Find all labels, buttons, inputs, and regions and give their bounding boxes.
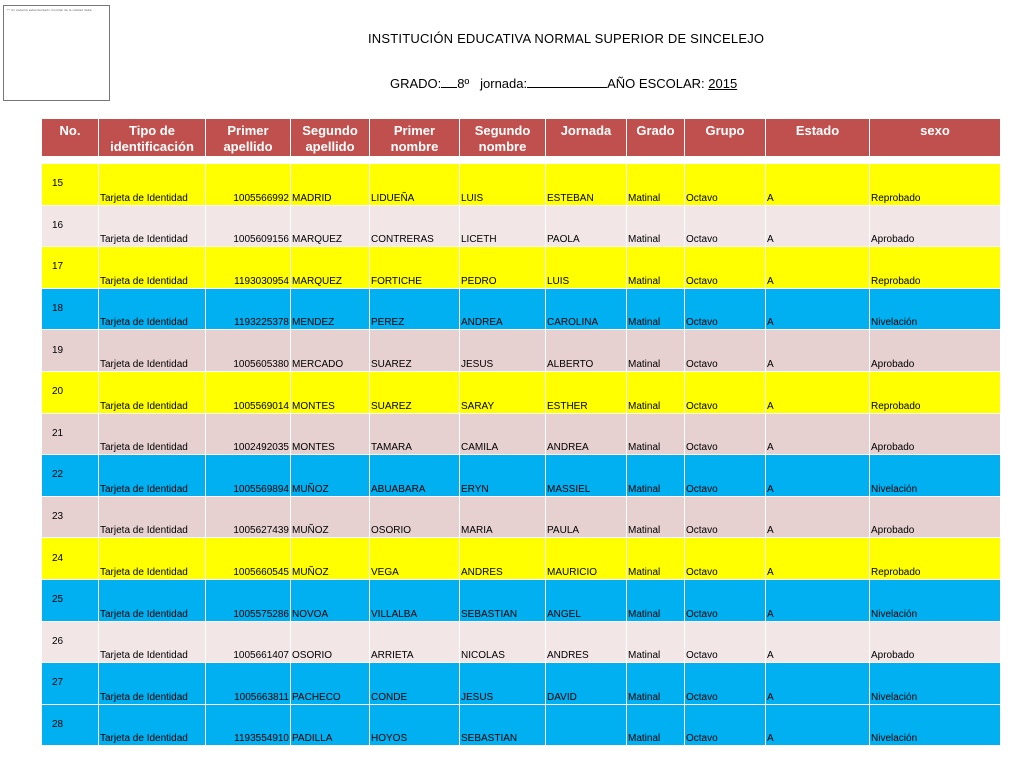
- cell-segundo-nombre: MAURICIO: [546, 538, 627, 580]
- cell-no: 24: [42, 538, 99, 580]
- cell-id-number: 1193225378: [206, 288, 291, 330]
- cell-jornada: Matinal: [627, 164, 685, 206]
- col-header-primer-nombre: Primer nombre: [370, 119, 460, 157]
- cell-primer-nombre: ANDRES: [460, 538, 546, 580]
- cell-tipo: Tarjeta de Identidad: [99, 455, 206, 497]
- table-row: [42, 579, 1001, 621]
- cell-primer-nombre: SARAY: [460, 371, 546, 413]
- cell-segundo-apellido: VEGA: [370, 538, 460, 580]
- cell-grado: Octavo: [685, 247, 766, 289]
- cell-primer-apellido: OSORIO: [291, 621, 370, 663]
- table-row: [42, 330, 1001, 372]
- table-row: [42, 205, 1001, 247]
- cell-no: 15: [42, 164, 99, 206]
- cell-id-number: 1193030954: [206, 247, 291, 289]
- cell-tipo: Tarjeta de Identidad: [99, 413, 206, 455]
- col-header-tipo: Tipo de identificación: [99, 119, 206, 157]
- cell-grado: Octavo: [685, 496, 766, 538]
- cell-jornada: Matinal: [627, 704, 685, 746]
- table-row: [42, 247, 1001, 289]
- cell-segundo-apellido: HOYOS: [370, 704, 460, 746]
- cell-primer-apellido: MUÑOZ: [291, 538, 370, 580]
- cell-jornada: Matinal: [627, 621, 685, 663]
- cell-segundo-nombre: MASSIEL: [546, 455, 627, 497]
- cell-jornada: Matinal: [627, 455, 685, 497]
- logo-placeholder: [3, 5, 110, 101]
- table-row: [42, 455, 1001, 497]
- cell-segundo-nombre: ANDREA: [546, 413, 627, 455]
- cell-primer-apellido: MONTES: [291, 371, 370, 413]
- cell-primer-apellido: MARQUEZ: [291, 247, 370, 289]
- cell-segundo-apellido: SUAREZ: [370, 371, 460, 413]
- cell-primer-nombre: JESUS: [460, 330, 546, 372]
- cell-grado: Octavo: [685, 538, 766, 580]
- cell-primer-apellido: MONTES: [291, 413, 370, 455]
- cell-primer-nombre: NICOLAS: [460, 621, 546, 663]
- cell-tipo: Tarjeta de Identidad: [99, 205, 206, 247]
- cell-no: 16: [42, 205, 99, 247]
- cell-primer-nombre: ANDREA: [460, 288, 546, 330]
- col-header-segundo-nombre: Segundo nombre: [460, 119, 546, 157]
- cell-no: 20: [42, 371, 99, 413]
- cell-primer-apellido: MUÑOZ: [291, 496, 370, 538]
- cell-segundo-apellido: ABUABARA: [370, 455, 460, 497]
- table-row: [42, 164, 1001, 206]
- cell-estado: Aprobado: [870, 330, 1001, 372]
- cell-jornada: Matinal: [627, 496, 685, 538]
- cell-grado: Octavo: [685, 621, 766, 663]
- cell-primer-apellido: MERCADO: [291, 330, 370, 372]
- cell-primer-nombre: SEBASTIAN: [460, 704, 546, 746]
- cell-grado: Octavo: [685, 288, 766, 330]
- cell-id-number: 1005609156: [206, 205, 291, 247]
- cell-estado: Aprobado: [870, 621, 1001, 663]
- cell-tipo: Tarjeta de Identidad: [99, 247, 206, 289]
- table-row: [42, 413, 1001, 455]
- cell-id-number: 1193554910: [206, 704, 291, 746]
- jornada-blank: [527, 75, 607, 88]
- col-header-grupo: Grupo: [685, 119, 766, 157]
- cell-id-number: 1005569014: [206, 371, 291, 413]
- cell-segundo-nombre: ALBERTO: [546, 330, 627, 372]
- cell-tipo: Tarjeta de Identidad: [99, 496, 206, 538]
- cell-no: 28: [42, 704, 99, 746]
- cell-estado: Aprobado: [870, 205, 1001, 247]
- cell-segundo-nombre: ESTHER: [546, 371, 627, 413]
- cell-primer-nombre: LUIS: [460, 164, 546, 206]
- anio-label: AÑO ESCOLAR:: [607, 76, 705, 91]
- cell-primer-nombre: JESUS: [460, 663, 546, 705]
- col-header-grado: Grado: [627, 119, 685, 157]
- cell-id-number: 1005627439: [206, 496, 291, 538]
- col-header-primer-apellido: Primer apellido: [206, 119, 291, 157]
- table-row: [42, 371, 1001, 413]
- cell-grupo: A: [766, 413, 870, 455]
- cell-grado: Octavo: [685, 663, 766, 705]
- cell-grupo: A: [766, 205, 870, 247]
- cell-estado: Nivelación: [870, 663, 1001, 705]
- cell-jornada: Matinal: [627, 663, 685, 705]
- cell-estado: Aprobado: [870, 496, 1001, 538]
- cell-segundo-nombre: CAROLINA: [546, 288, 627, 330]
- cell-grupo: A: [766, 621, 870, 663]
- cell-segundo-apellido: PEREZ: [370, 288, 460, 330]
- cell-no: 18: [42, 288, 99, 330]
- cell-segundo-apellido: TAMARA: [370, 413, 460, 455]
- cell-grado: Octavo: [685, 579, 766, 621]
- cell-segundo-apellido: LIDUEÑA: [370, 164, 460, 206]
- cell-segundo-apellido: FORTICHE: [370, 247, 460, 289]
- cell-segundo-apellido: ARRIETA: [370, 621, 460, 663]
- cell-no: 22: [42, 455, 99, 497]
- cell-id-number: 1005605380: [206, 330, 291, 372]
- table-row: [42, 538, 1001, 580]
- cell-grupo: A: [766, 247, 870, 289]
- cell-id-number: 1002492035: [206, 413, 291, 455]
- cell-grado: Octavo: [685, 164, 766, 206]
- jornada-label: jornada:: [480, 76, 528, 91]
- cell-tipo: Tarjeta de Identidad: [99, 704, 206, 746]
- cell-grupo: A: [766, 496, 870, 538]
- cell-estado: Nivelación: [870, 455, 1001, 497]
- grade-info-line: [390, 75, 737, 91]
- grado-value: 8º: [457, 76, 470, 91]
- cell-primer-nombre: ERYN: [460, 455, 546, 497]
- col-header-no: No.: [42, 119, 99, 157]
- cell-grado: Octavo: [685, 413, 766, 455]
- cell-grado: Octavo: [685, 371, 766, 413]
- cell-primer-apellido: MENDEZ: [291, 288, 370, 330]
- cell-no: 27: [42, 663, 99, 705]
- cell-primer-apellido: PADILLA: [291, 704, 370, 746]
- cell-id-number: 1005569894: [206, 455, 291, 497]
- cell-estado: Reprobado: [870, 164, 1001, 206]
- cell-primer-apellido: PACHECO: [291, 663, 370, 705]
- cell-no: 23: [42, 496, 99, 538]
- student-roster-table: [41, 118, 1001, 746]
- table-row: [42, 496, 1001, 538]
- cell-grado: Octavo: [685, 704, 766, 746]
- cell-no: 21: [42, 413, 99, 455]
- cell-jornada: Matinal: [627, 579, 685, 621]
- grado-label: GRADO:: [390, 76, 442, 91]
- cell-tipo: Tarjeta de Identidad: [99, 164, 206, 206]
- col-header-sexo: sexo: [870, 119, 1001, 157]
- cell-jornada: Matinal: [627, 247, 685, 289]
- cell-segundo-nombre: PAOLA: [546, 205, 627, 247]
- cell-segundo-nombre: ANDRES: [546, 621, 627, 663]
- cell-tipo: Tarjeta de Identidad: [99, 538, 206, 580]
- cell-estado: Aprobado: [870, 413, 1001, 455]
- cell-no: 25: [42, 579, 99, 621]
- cell-segundo-apellido: CONTRERAS: [370, 205, 460, 247]
- cell-tipo: Tarjeta de Identidad: [99, 663, 206, 705]
- cell-grupo: A: [766, 371, 870, 413]
- cell-estado: Nivelación: [870, 704, 1001, 746]
- table-header-row: [42, 119, 1001, 157]
- cell-estado: Nivelación: [870, 579, 1001, 621]
- cell-grupo: A: [766, 164, 870, 206]
- cell-grupo: A: [766, 538, 870, 580]
- cell-estado: Reprobado: [870, 247, 1001, 289]
- table-row: [42, 663, 1001, 705]
- cell-segundo-apellido: VILLALBA: [370, 579, 460, 621]
- col-header-jornada: Jornada: [546, 119, 627, 157]
- cell-segundo-nombre: PAULA: [546, 496, 627, 538]
- cell-segundo-nombre: [546, 704, 627, 746]
- header-spacer: [42, 157, 1001, 164]
- cell-jornada: Matinal: [627, 330, 685, 372]
- cell-tipo: Tarjeta de Identidad: [99, 621, 206, 663]
- cell-estado: Reprobado: [870, 538, 1001, 580]
- cell-segundo-apellido: OSORIO: [370, 496, 460, 538]
- table-row: [42, 288, 1001, 330]
- cell-segundo-apellido: SUAREZ: [370, 330, 460, 372]
- cell-id-number: 1005660545: [206, 538, 291, 580]
- cell-grupo: A: [766, 704, 870, 746]
- cell-tipo: Tarjeta de Identidad: [99, 579, 206, 621]
- cell-grupo: A: [766, 663, 870, 705]
- cell-primer-nombre: SEBASTIAN: [460, 579, 546, 621]
- cell-no: 19: [42, 330, 99, 372]
- table-row: [42, 621, 1001, 663]
- cell-primer-apellido: MARQUEZ: [291, 205, 370, 247]
- cell-jornada: Matinal: [627, 413, 685, 455]
- cell-segundo-apellido: CONDE: [370, 663, 460, 705]
- cell-segundo-nombre: DAVID: [546, 663, 627, 705]
- logo-caption: ** Un sistema estandarizado mundial de la calidad debe: [7, 8, 92, 12]
- cell-grado: Octavo: [685, 205, 766, 247]
- cell-primer-apellido: MUÑOZ: [291, 455, 370, 497]
- cell-grupo: A: [766, 288, 870, 330]
- cell-segundo-nombre: LUIS: [546, 247, 627, 289]
- col-header-estado: Estado: [766, 119, 870, 157]
- cell-id-number: 1005661407: [206, 621, 291, 663]
- table-body: [42, 164, 1001, 746]
- cell-grado: Octavo: [685, 330, 766, 372]
- cell-primer-nombre: MARIA: [460, 496, 546, 538]
- cell-estado: Nivelación: [870, 288, 1001, 330]
- cell-segundo-nombre: ANGEL: [546, 579, 627, 621]
- cell-id-number: 1005663811: [206, 663, 291, 705]
- cell-grado: Octavo: [685, 455, 766, 497]
- cell-primer-apellido: MADRID: [291, 164, 370, 206]
- institution-title: INSTITUCIÓN EDUCATIVA NORMAL SUPERIOR DE SINCELEJO: [368, 31, 765, 46]
- col-header-segundo-apellido: Segundo apellido: [291, 119, 370, 157]
- table-row: [42, 704, 1001, 746]
- cell-jornada: Matinal: [627, 371, 685, 413]
- cell-segundo-nombre: ESTEBAN: [546, 164, 627, 206]
- cell-tipo: Tarjeta de Identidad: [99, 371, 206, 413]
- cell-grupo: A: [766, 330, 870, 372]
- cell-id-number: 1005566992: [206, 164, 291, 206]
- anio-value: 2015: [708, 76, 738, 91]
- cell-grupo: A: [766, 455, 870, 497]
- cell-no: 26: [42, 621, 99, 663]
- cell-id-number: 1005575286: [206, 579, 291, 621]
- grado-blank: [441, 75, 457, 88]
- cell-tipo: Tarjeta de Identidad: [99, 330, 206, 372]
- cell-grupo: A: [766, 579, 870, 621]
- cell-jornada: Matinal: [627, 538, 685, 580]
- cell-jornada: Matinal: [627, 288, 685, 330]
- cell-no: 17: [42, 247, 99, 289]
- cell-estado: Reprobado: [870, 371, 1001, 413]
- cell-primer-apellido: NOVOA: [291, 579, 370, 621]
- cell-primer-nombre: PEDRO: [460, 247, 546, 289]
- cell-tipo: Tarjeta de Identidad: [99, 288, 206, 330]
- cell-primer-nombre: LICETH: [460, 205, 546, 247]
- cell-primer-nombre: CAMILA: [460, 413, 546, 455]
- cell-jornada: Matinal: [627, 205, 685, 247]
